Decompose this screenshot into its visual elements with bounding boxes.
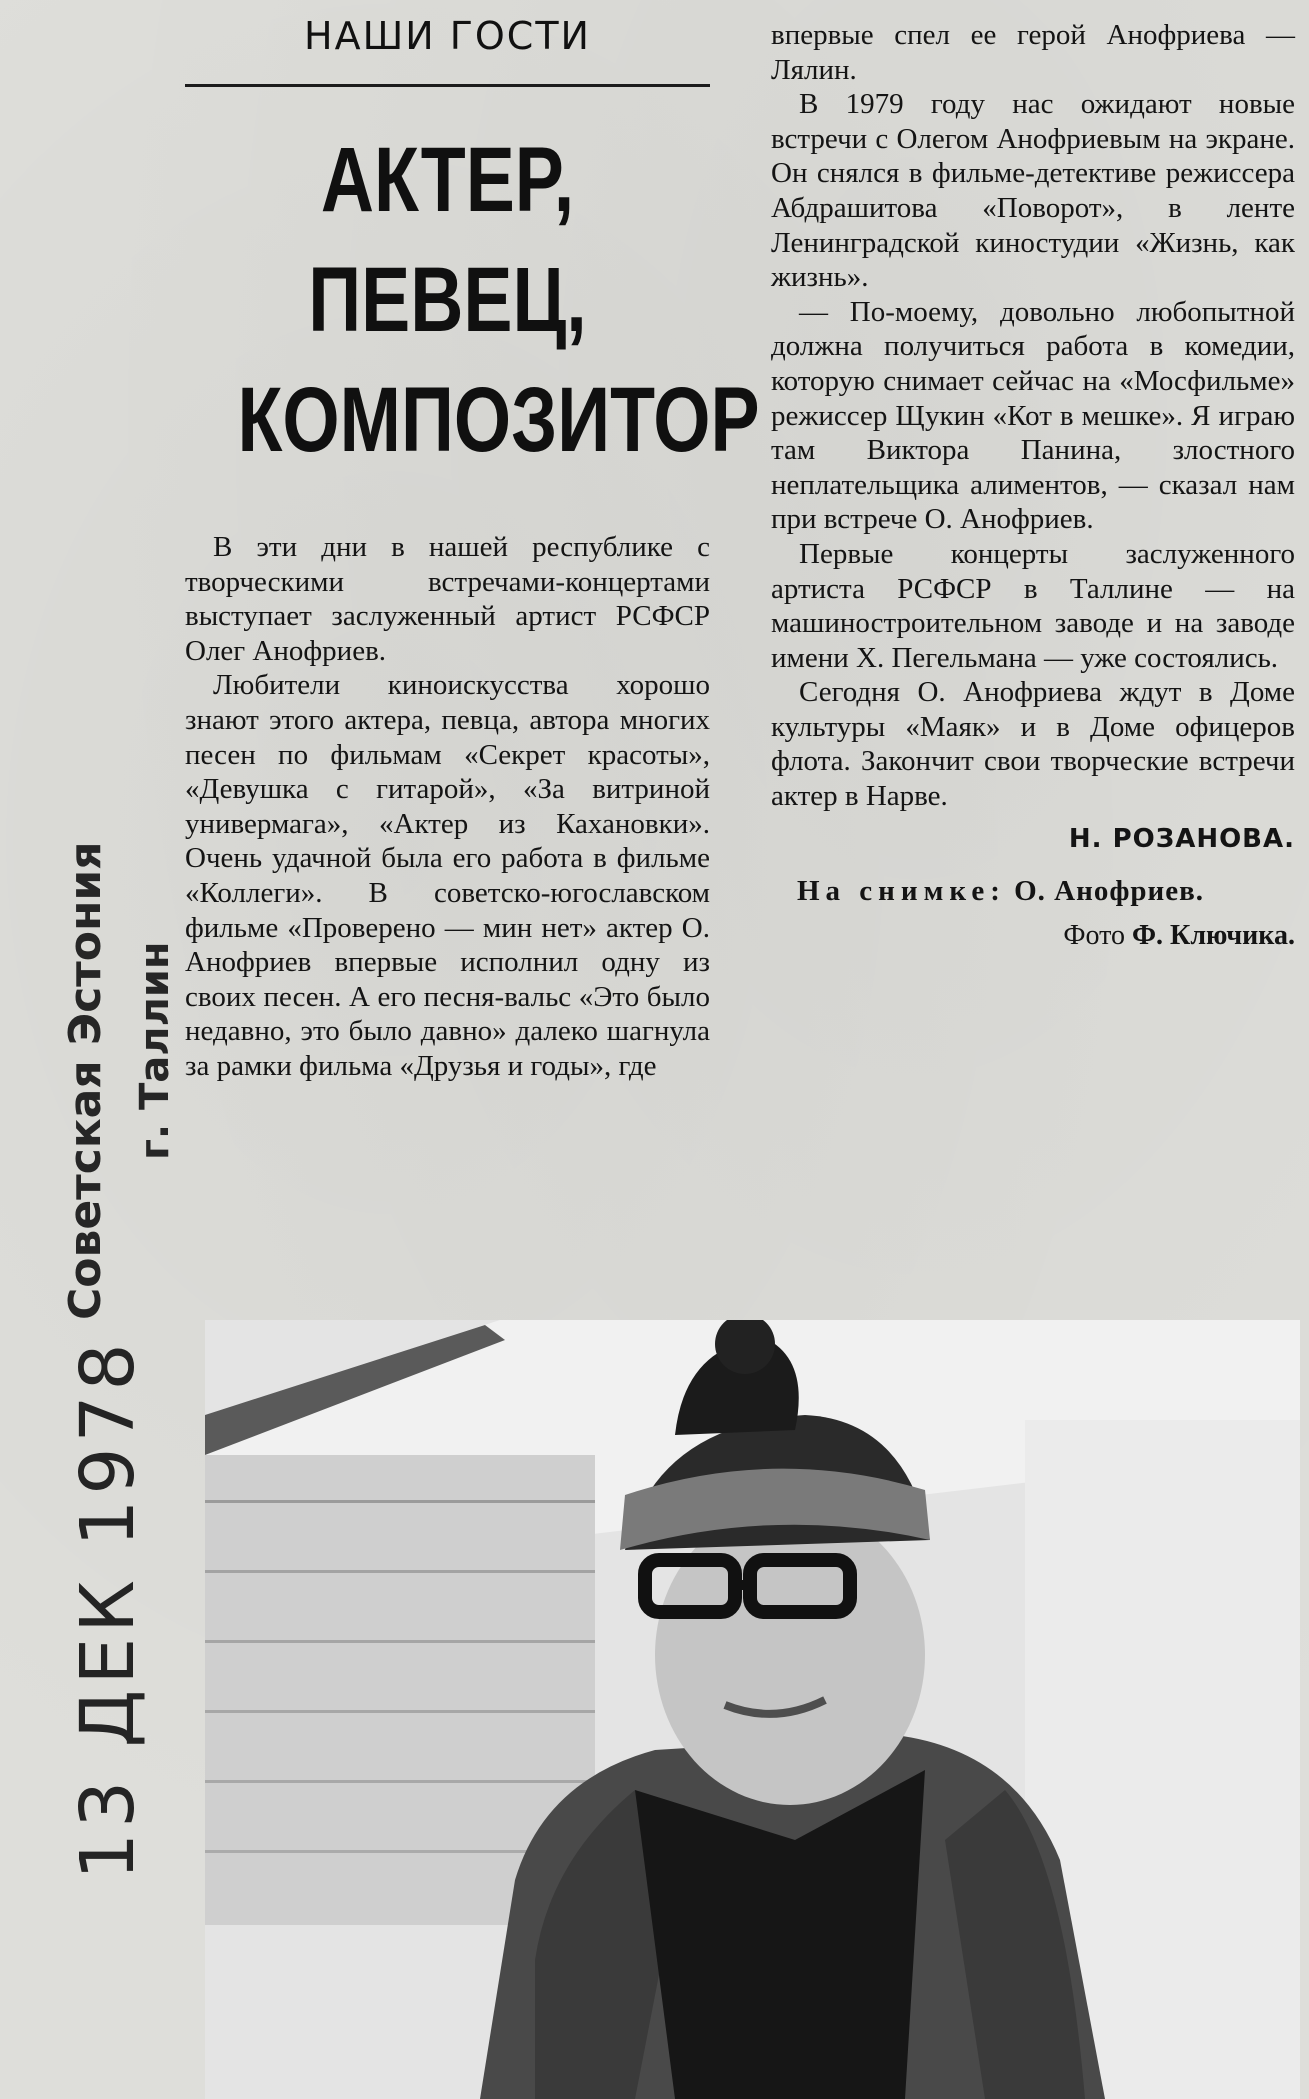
headline	[237, 120, 760, 480]
article-paragraph-continuation: впервые спел ее герой Анофриева — Лялин.	[771, 19, 1295, 86]
rubric-divider	[185, 84, 710, 87]
photo-caption	[771, 874, 1295, 909]
source-city-stamp: г. Таллин	[132, 941, 178, 1160]
article-paragraph: Любители киноискусства хорошо знают этого актера, певца, автора многих песен по фильмам «Секрет красоты», «Девушка с гитарой», «За витриной универмага», «Актер из Кахановки». Очень удачной была его работа в фильме «Коллеги». В советско-югославском фильме «Проверено — мин нет» актер О. Анофриев впервые исполнил одну из своих песен. А его песня-вальс «Это было недавно, это было давно» далеко шагнула за рамки фильма «Друзья и годы», где	[185, 669, 710, 1082]
article-paragraph: В 1979 году нас ожидают новые встречи с Олегом Анофриевым на экране. Он снялся в фильме-детективе режиссера Абдрашитова «Поворот», в ленте Ленинградской киностудии «Жизнь, как жизнь».	[771, 88, 1295, 294]
article-paragraph: Сегодня О. Анофриева ждут в Доме культуры «Маяк» и в Доме офицеров флота. Закончит свои творческие встречи актер в Нарве.	[771, 676, 1295, 813]
author-signature: Н. РОЗАНОВА.	[1068, 823, 1295, 854]
date-stamp: 13 ДЕК 1978	[65, 1338, 151, 1880]
headline-line: АКТЕР,	[320, 129, 575, 231]
portrait-illustration	[205, 1320, 1300, 2099]
headline-line: КОМПОЗИТОР	[237, 369, 760, 471]
rubric: НАШИ ГОСТИ	[304, 14, 591, 58]
article-paragraph: В эти дни в нашей республике с творческими встречами-концертами выступает заслуженный артист РСФСР Олег Анофриев.	[185, 531, 710, 667]
photo-credit-name: Ф. Ключика.	[1131, 919, 1295, 951]
photo-credit	[771, 919, 1295, 954]
photo-credit-prefix: Фото	[1063, 919, 1125, 951]
article-left-column	[185, 530, 710, 1084]
headline-line: ПЕВЕЦ,	[308, 249, 587, 351]
article-right-column	[771, 18, 1295, 953]
source-newspaper-stamp: Советская Эстония	[60, 841, 111, 1320]
caption-label: На снимке:	[797, 875, 1006, 908]
article-paragraph: Первые концерты заслуженного артиста РСФСР в Таллине — на машиностроительном заводе и на заводе имени Х. Пегельмана — уже состоялись.	[771, 537, 1295, 674]
article-paragraph: — По-моему, довольно любопытной должна получиться работа в комедии, которую снимает сейчас на «Мосфильме» режиссер Щукин «Кот в мешке». Я играю там Виктора Панина, злостного неплательщика алиментов, — сказал нам при встрече О. Анофриев.	[771, 295, 1295, 536]
caption-text: О. Анофриев.	[1014, 875, 1205, 908]
portrait-photo	[205, 1320, 1300, 2099]
